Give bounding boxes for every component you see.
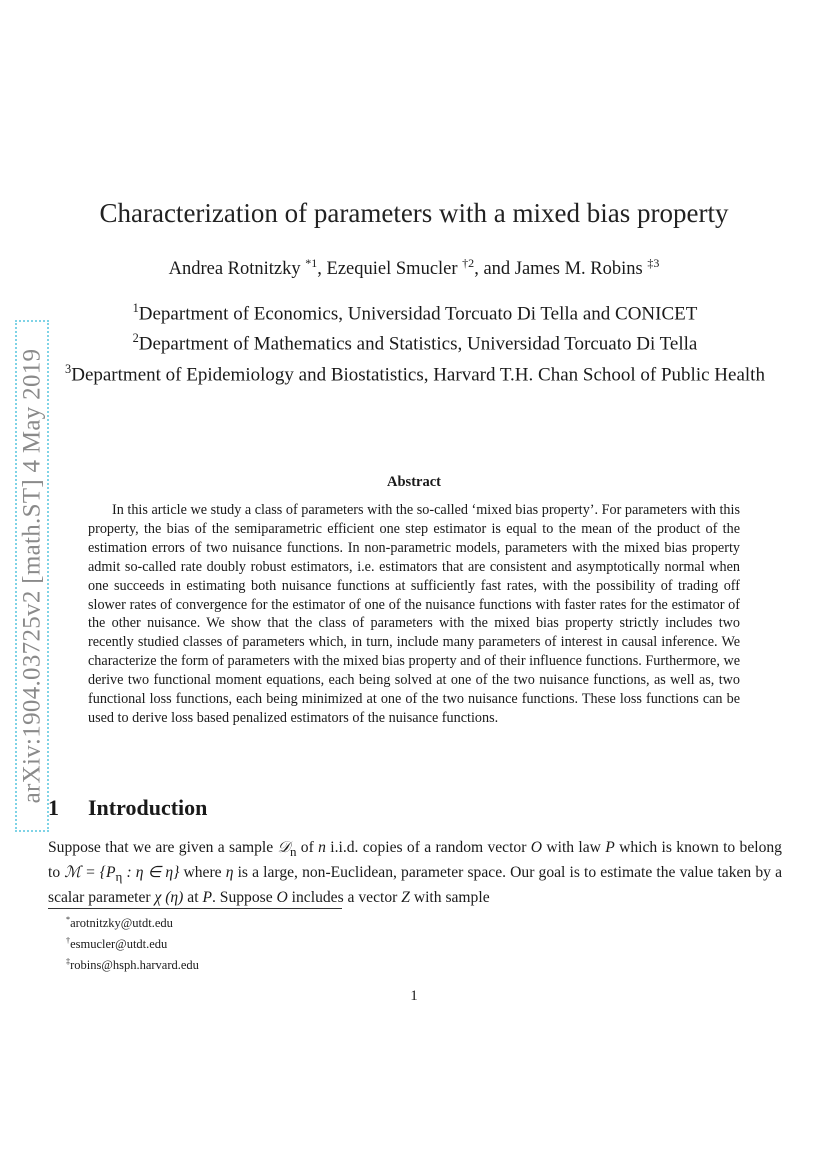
- author-mark: ‡3: [647, 256, 660, 270]
- affiliation-text: Department of Economics, Universidad Torcuato Di Tella and CONICET: [138, 303, 698, 325]
- footnote: [48, 932, 199, 953]
- intro-text: . Suppose: [211, 889, 277, 907]
- footnote-mark: ‡: [66, 957, 71, 967]
- footnote-mark: †: [66, 936, 71, 946]
- footnote: [48, 953, 199, 974]
- affiliation: [48, 357, 782, 387]
- footnote-mark: *: [66, 915, 71, 924]
- section-number: 1: [48, 795, 59, 820]
- affiliation-mark: 2: [132, 331, 139, 346]
- affiliation: [48, 326, 782, 356]
- section-heading: [48, 795, 207, 821]
- author-list: [0, 256, 828, 280]
- section-title: Introduction: [88, 795, 208, 820]
- math-symbol: ℳ = {P: [64, 864, 116, 882]
- affiliation-mark: 3: [65, 361, 72, 376]
- intro-text: includes a vector: [287, 889, 402, 907]
- intro-text: which is known to belong to: [48, 839, 782, 882]
- footnote: [48, 911, 199, 932]
- intro-text: Suppose that we are given a sample: [48, 839, 278, 856]
- affiliation-text: Department of Epidemiology and Biostatistics, Harvard T.H. Chan School of Public Health: [71, 363, 765, 385]
- math-symbol: 𝒟: [277, 839, 290, 856]
- footnote-rule: [48, 908, 342, 909]
- intro-text: i.i.d. copies of a random vector: [325, 839, 531, 856]
- affiliations: [48, 296, 782, 387]
- arxiv-sidebar-stamp: [15, 320, 49, 832]
- intro-text: of: [296, 839, 319, 856]
- footnote-email: robins@hsph.harvard.edu: [70, 958, 199, 973]
- arxiv-identifier: arXiv:1904.03725v2 [math.ST] 4 May 2019: [18, 348, 45, 804]
- intro-text: with law: [542, 839, 606, 856]
- affiliation: [48, 296, 782, 326]
- footnotes: [48, 911, 199, 974]
- math-subscript: η: [115, 869, 123, 885]
- abstract-heading: Abstract: [387, 474, 441, 490]
- abstract-body: In this article we study a class of parameters with the so-called ‘mixed bias property’. For parameters with this property, the bias of the semiparametric efficient one step estimator is equal to the mean of the product of the estimation errors of two nuisance functions. In non-parametric models, parameters with the mixed bias property admit so-called rate doubly robust estimators, i.e. estimators that are consistent and asymptotically normal when one succeeds in estimating both nuisance functions at sufficiently fast rates, with the possibility of trading off slower rates of convergence for the estimator of one of the nuisance functions with faster rates for the estimator of the other nuisance. We show that the class of parameters with the mixed bias property strictly includes two recently studied classes of parameters which, in turn, include many parameters of interest in causal inference. We characterize the form of parameters with the mixed bias property and of their influence functions. Furthermore, we derive two functional moment equations, each being solved at one of the two nuisance functions, as well as, two functional loss functions, each being minimized at one of the two nuisance functions. These loss functions can be used to derive loss based penalized estimators of the nuisance functions.: [88, 502, 740, 726]
- math-symbol: P: [605, 839, 615, 856]
- intro-paragraph: [48, 837, 782, 908]
- author-mark: *1: [305, 256, 318, 270]
- page-number: 1: [410, 988, 418, 1004]
- math-symbol: O: [530, 839, 543, 856]
- footnote-email: esmucler@utdt.edu: [70, 937, 168, 952]
- author-name: Andrea Rotnitzky: [168, 259, 306, 280]
- math-symbol: η: [225, 864, 234, 882]
- paper-title: Characterization of parameters with a mixed bias property: [99, 198, 729, 228]
- intro-text: at: [183, 889, 203, 907]
- author-name: , and James M. Robins: [474, 259, 648, 280]
- math-symbol: n: [318, 839, 326, 856]
- intro-text: is a large, non-Euclidean, parameter space. Our goal is to estimate the value taken by a scalar parameter: [48, 864, 783, 907]
- math-symbol: : η ∈ η}: [122, 864, 180, 882]
- affiliation-text: Department of Mathematics and Statistics, Universidad Torcuato Di Tella: [138, 333, 698, 355]
- author-mark: †2: [462, 256, 475, 270]
- math-symbol: Z: [401, 889, 410, 907]
- math-symbol: χ (η): [154, 889, 184, 907]
- affiliation-mark: 1: [132, 301, 139, 315]
- math-symbol: O: [276, 889, 288, 907]
- intro-text: where: [179, 864, 226, 882]
- math-symbol: P: [202, 889, 212, 907]
- author-name: , Ezequiel Smucler: [317, 259, 463, 280]
- intro-text: with sample: [409, 889, 490, 907]
- footnote-email: arotnitzky@utdt.edu: [70, 916, 173, 931]
- math-subscript: n: [289, 844, 297, 860]
